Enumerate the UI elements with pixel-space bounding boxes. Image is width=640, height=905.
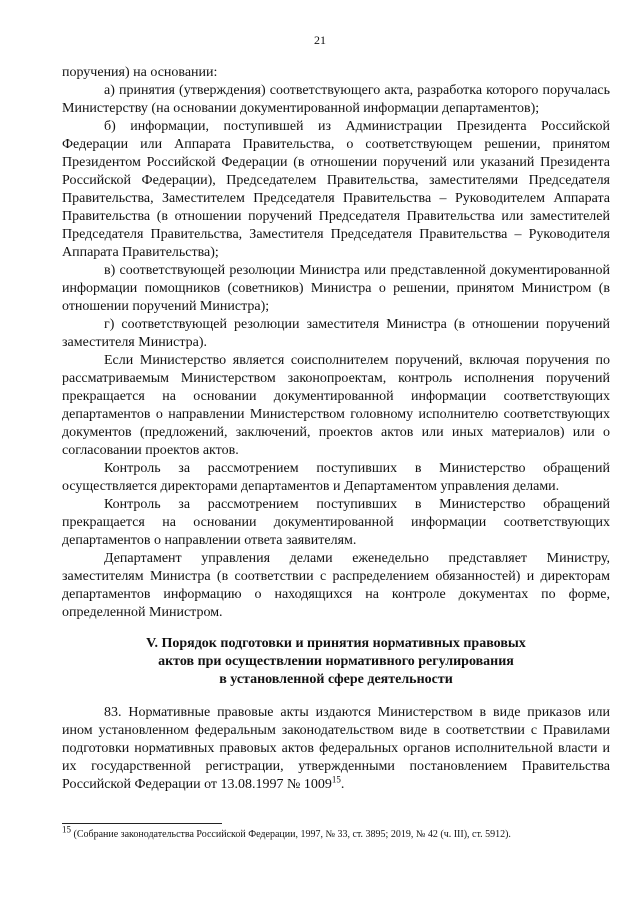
paragraph-83-text: 83. Нормативные правовые акты издаются Министерством в виде приказов или ином установленном федеральным законодательством виде в соответствии с Правилами подготовки нормативных правовых актов федеральных органов исполнительной власти и их государственной регистрации, утвержденными постановлением Правительства Российской Федерации от 13.08.1997 № 1009 xyxy=(62,705,610,792)
paragraph-intro: поручения) на основании: xyxy=(62,65,218,80)
paragraph-co-executor: Если Министерство является соисполнителем поручений, включая поручения по рассматриваемым Министерством законопроектам, контроль исполнения поручений прекращается на основании документированной информации соответствующих департаментов о направлении Министерством головному исполнителю соответствующих документов (предложений, заключений, проектов актов или иных материалов) или о согласовании проектов актов. xyxy=(62,353,610,458)
footnote-number: 15 xyxy=(62,824,71,835)
footnote xyxy=(62,824,610,841)
footnote-text: (Собрание законодательства Российской Федерации, 1997, № 33, ст. 3895; 2019, № 42 (ч. III), ст. 5912). xyxy=(73,829,511,840)
section-heading-line: V. Порядок подготовки и принятия нормативных правовых xyxy=(146,636,526,651)
paragraph-weekly-report: Департамент управления делами еженедельно представляет Министру, заместителям Министра (в соответствии с распределением обязанностей) и директорам департаментов информацию о находящихся на контроле документах по форме, определенной Министром. xyxy=(62,551,610,620)
paragraph-item-v: в) соответствующей резолюции Министра или представленной документированной информации помощников (советников) Министра о решении, принятом Министром (в отношении поручений Министра); xyxy=(62,263,610,314)
page-number: 21 xyxy=(314,33,326,47)
paragraph-appeals-termination: Контроль за рассмотрением поступивших в Министерство обращений прекращается на основании документированной информации соответствующих департаментов о направлении ответа заявителям. xyxy=(62,497,610,548)
paragraph-item-a: а) принятия (утверждения) соответствующего акта, разработка которого поручалась Министерству (на основании документированной информации департаментов); xyxy=(62,83,610,116)
section-heading-line: актов при осуществлении нормативного регулирования xyxy=(158,654,514,669)
paragraph-item-g: г) соответствующей резолюции заместителя Министра (в отношении поручений заместителя Министра). xyxy=(62,317,610,350)
body-text xyxy=(62,64,610,622)
paragraph-83: 83. Нормативные правовые акты издаются Министерством в виде приказов или ином установленном федеральным законодательством виде в соответствии с Правилами подготовки нормативных правовых актов федеральных органов исполнительной власти и их государственной регистрации, утвержденными постановлением Правительства Российской Федерации от 13.08.1997 № 1009$^{15}$. xyxy=(62,705,610,792)
footnote-ref[interactable]: 15 xyxy=(331,774,341,785)
footnote-divider xyxy=(62,823,222,824)
paragraph-appeals-control: Контроль за рассмотрением поступивших в Министерство обращений осуществляется директорами департаментов и Департаментом управления делами. xyxy=(62,461,610,494)
section-heading-line: в установленной сфере деятельности xyxy=(219,672,453,687)
section-text xyxy=(62,704,610,794)
paragraph-item-b: б) информации, поступившей из Администрации Президента Российской Федерации или Аппарата Правительства, о соответствующем решении, принятом Президентом Российской Федерации (в отношении поручений или указаний Президента Российской Федерации), Председателем Правительства, заместителями Председателя Правительства, Заместителем Председателя Правительства – Руководителем Аппарата Правительства (в отношении поручений Председателя Правительства или заместителей Председателя Правительства, Заместителя Председателя Правительства – Руководителя Аппарата Правительства); xyxy=(62,119,610,260)
section-heading xyxy=(62,635,610,689)
